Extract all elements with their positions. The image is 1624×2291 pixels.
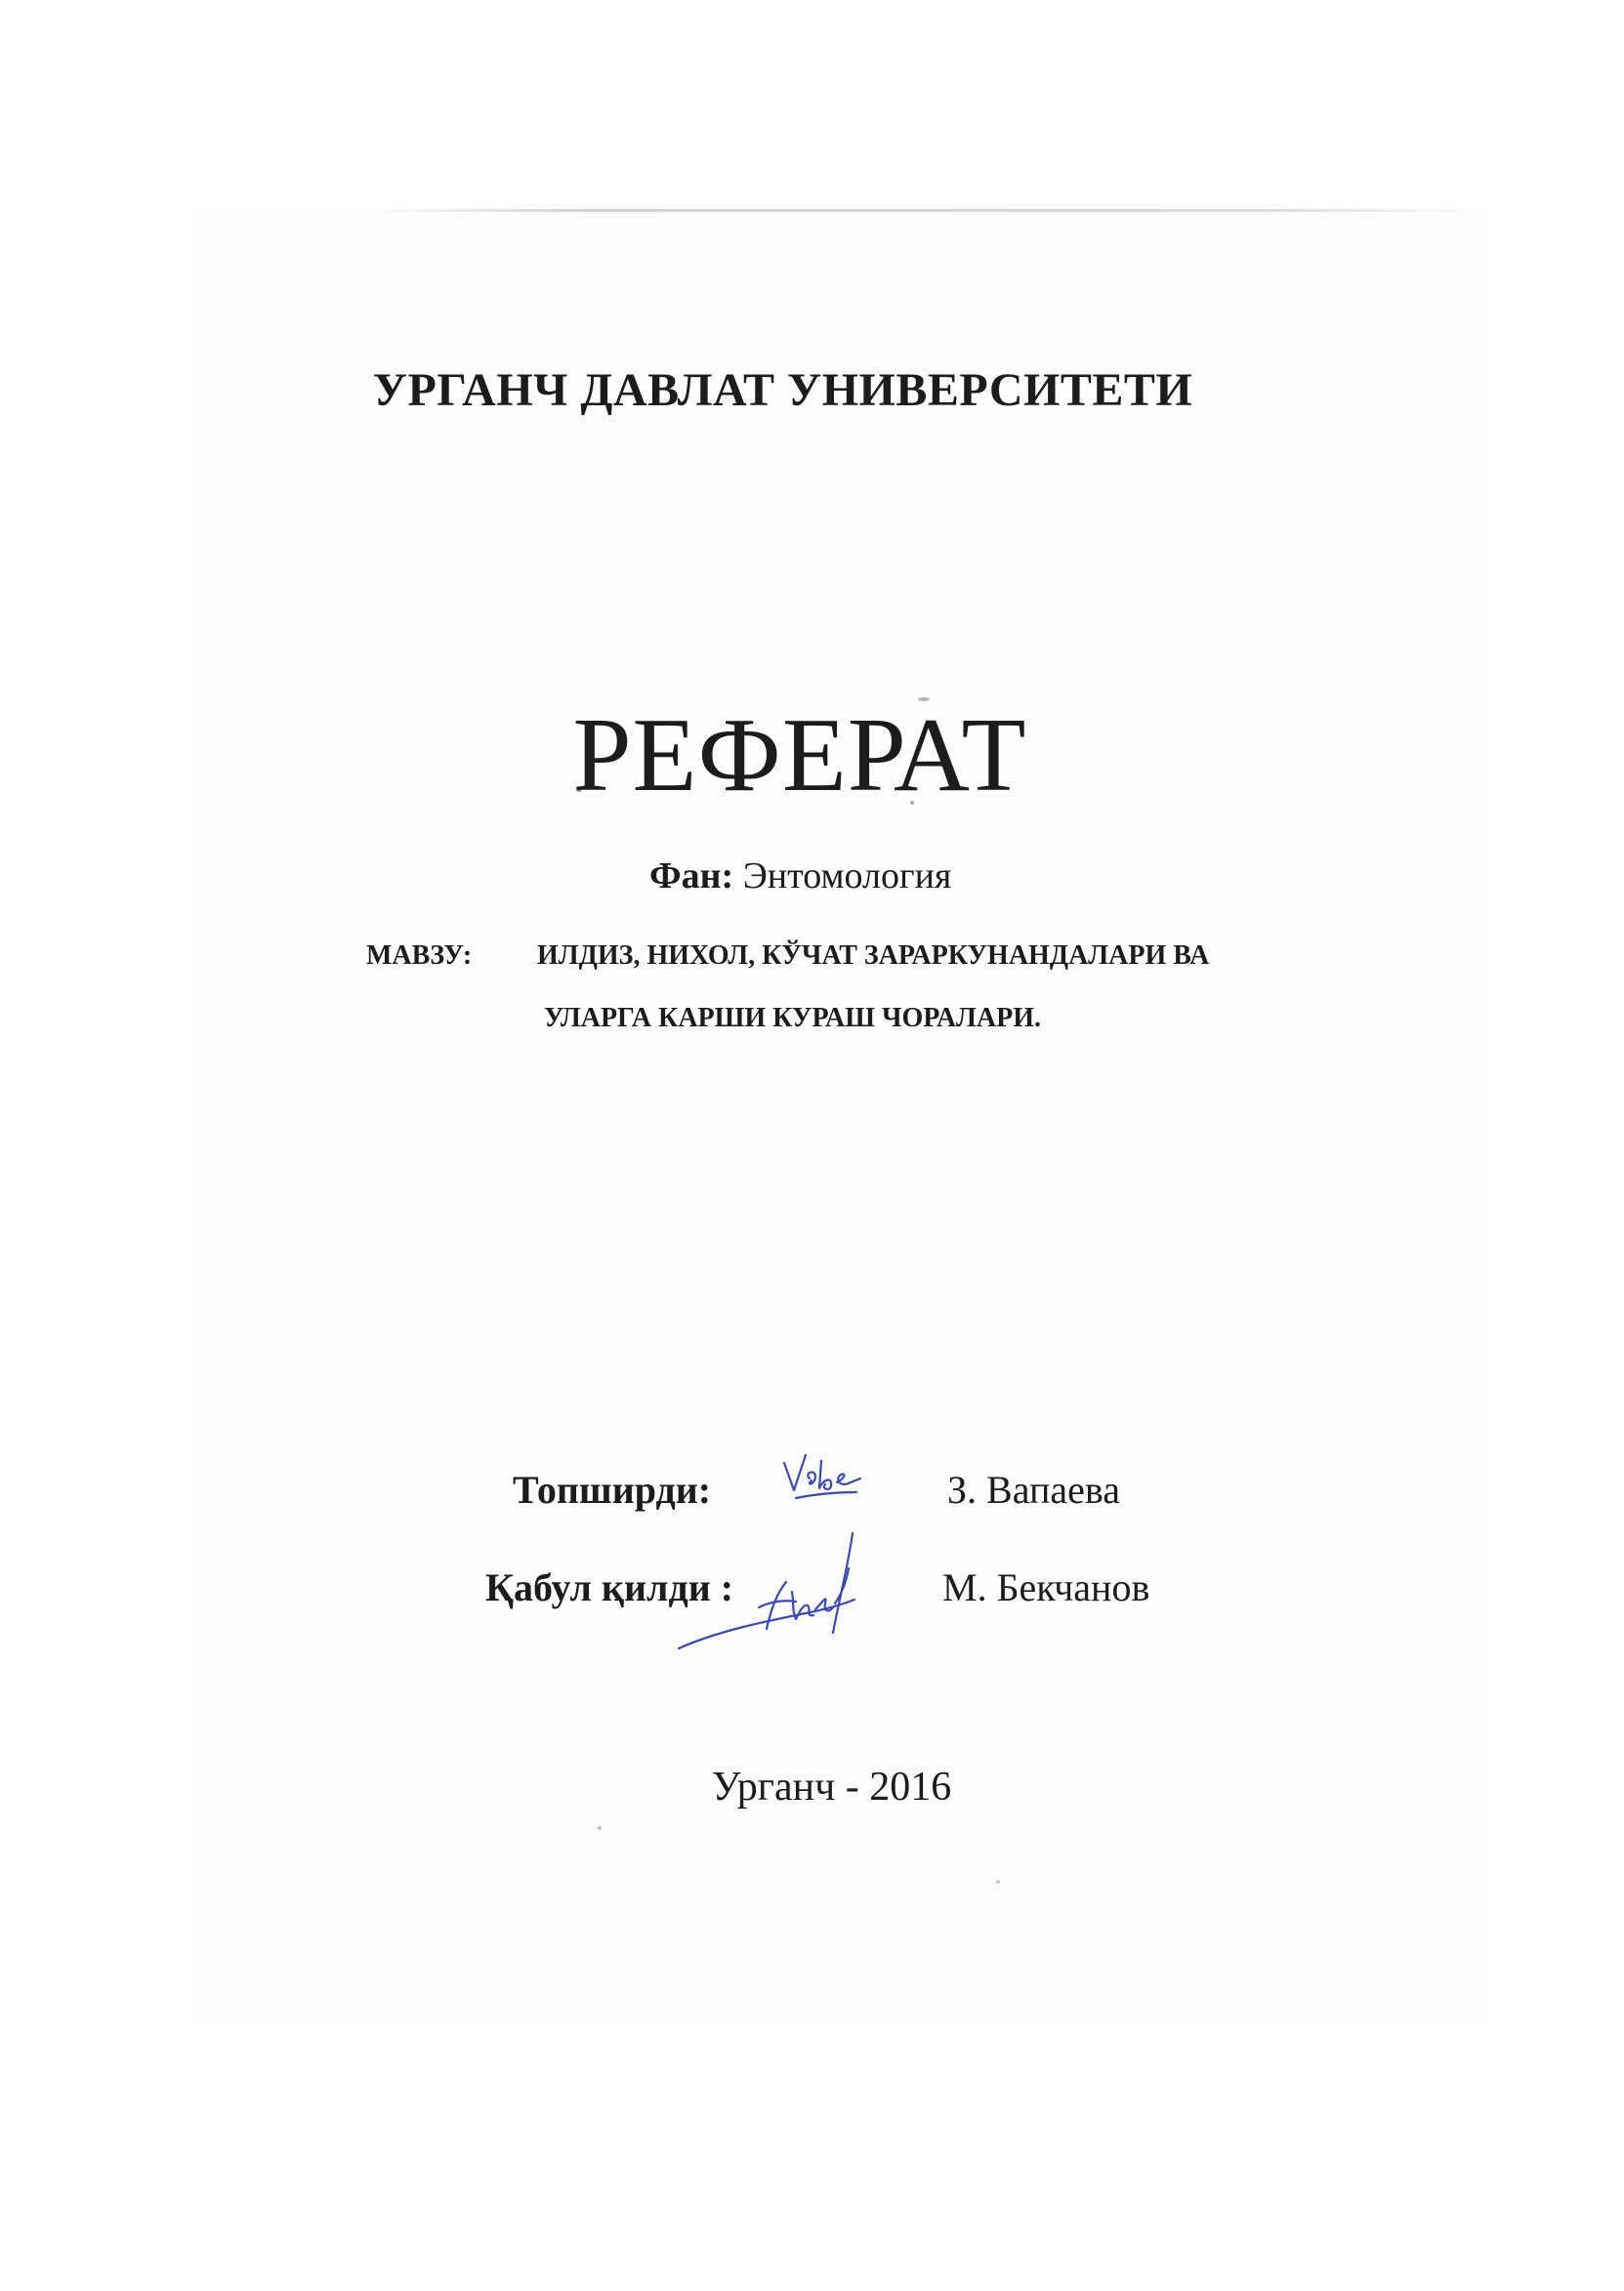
subject-value: Энтомология — [742, 855, 952, 896]
scanned-page — [190, 207, 1489, 2023]
topic-label: МАВЗУ: — [366, 940, 473, 971]
place-and-year: Урганч - 2016 — [711, 1765, 952, 1810]
submitted-by-name: З. Вапаева — [947, 1468, 1120, 1512]
topic-line-1: ИЛДИЗ, НИХОЛ, КЎЧАТ ЗАРАРКУНАНДАЛАРИ ВА — [537, 940, 1210, 971]
accepter-signature — [669, 1523, 889, 1670]
subject-label: Фан: — [649, 855, 734, 896]
scan-top-edge — [361, 209, 1489, 212]
submitter-signature — [776, 1443, 884, 1512]
document-type-title: РЕФЕРАТ — [572, 697, 1027, 813]
scan-speck — [996, 1880, 1000, 1884]
accepted-by-name: М. Бекчанов — [942, 1565, 1150, 1609]
university-name: УРГАНЧ ДАВЛАТ УНИВЕРСИТЕТИ — [372, 364, 1193, 416]
submitted-by-label: Топширди: — [513, 1468, 712, 1512]
accepted-by-label: Қабул қилди : — [485, 1565, 734, 1609]
scan-speck — [598, 1826, 602, 1830]
topic-line-2: УЛАРГА КАРШИ КУРАШ ЧОРАЛАРИ. — [544, 1003, 1042, 1033]
subject-line — [649, 854, 951, 897]
